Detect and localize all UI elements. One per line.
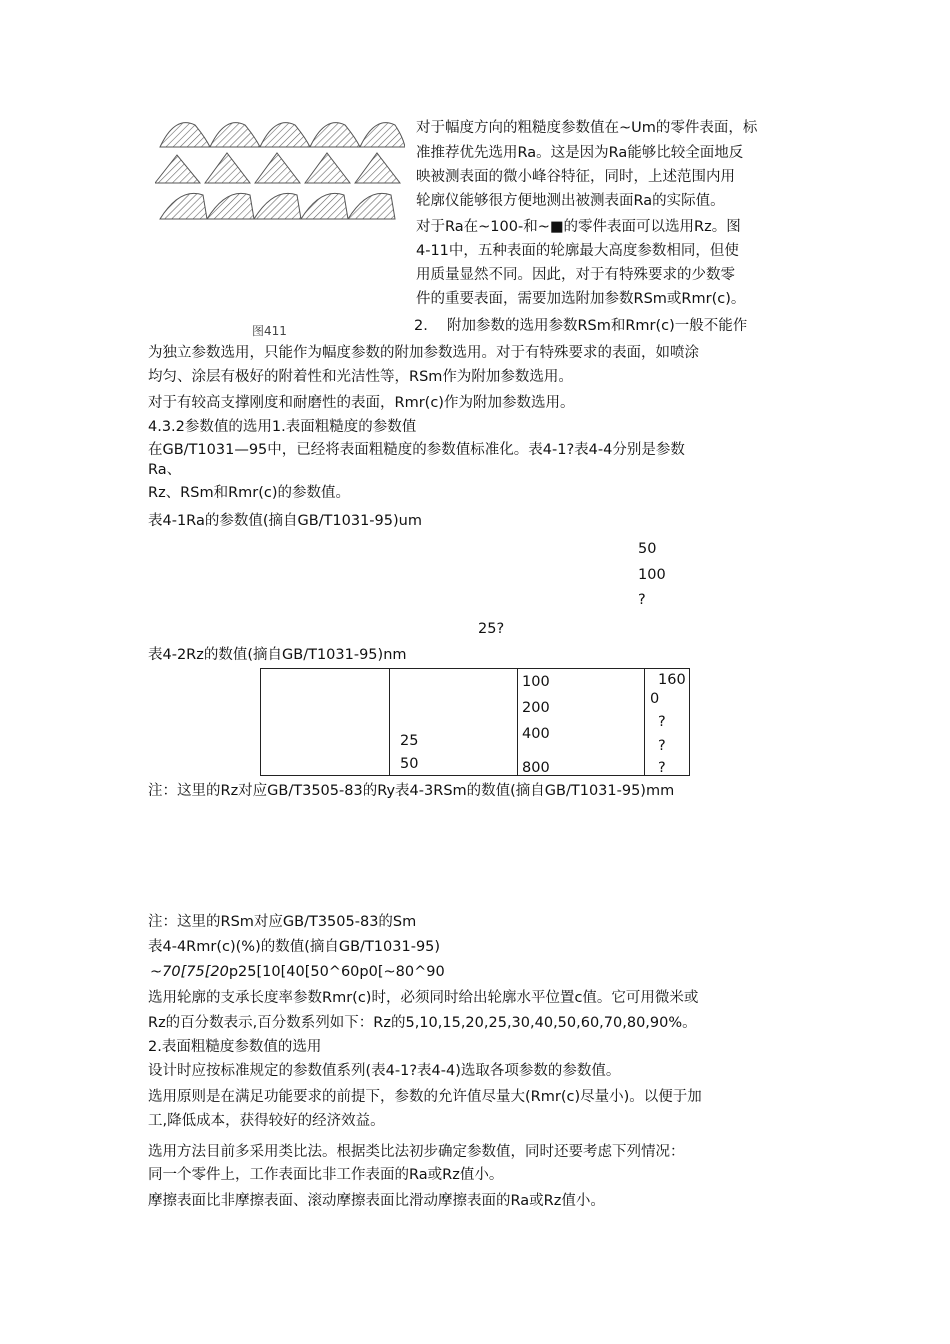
table1-value: 50 <box>638 541 657 557</box>
right-para-2-line-4: 件的重要表面，需要加选附加参数RSm或Rmr(c)。 <box>416 291 746 307</box>
table2-cell: ? <box>658 760 666 776</box>
table2-divider <box>389 669 390 775</box>
body-line: Ra、 <box>148 462 182 478</box>
table4-values-rest: p25[10[40[50^60p0[~80^90 <box>228 964 445 980</box>
body-line: 设计时应按标准规定的参数值系列(表4-1?表4-4)选取各项参数的参数值。 <box>148 1063 621 1079</box>
table1-value: 25? <box>478 621 505 637</box>
figure-caption: 图411 <box>252 324 287 338</box>
table2-divider <box>517 669 518 775</box>
body-line: 同一个零件上，工作表面比非工作表面的Ra或Rz值小。 <box>148 1167 504 1183</box>
table2-divider <box>644 669 645 775</box>
table2-cell: 800 <box>522 760 550 776</box>
body-line: 选用轮廓的支承长度率参数Rmr(c)时，必须同时给出轮廓水平位置c值。它可用微米或 <box>148 990 699 1006</box>
profile-row-sawtooth <box>160 193 395 219</box>
body-line: 均匀、涂层有极好的附着性和光洁性等，RSm作为附加参数选用。 <box>148 369 573 385</box>
section-heading: 2.表面粗糙度参数值的选用 <box>148 1039 322 1055</box>
table2-cell: ? <box>658 714 666 730</box>
table4-values <box>150 963 445 981</box>
body-line: Rz的百分数表示,百分数系列如下：Rz的5,10,15,20,25,30,40,50,60,70,80,90%。 <box>148 1015 697 1031</box>
table4-title: 表4-4Rmr(c)(%)的数值(摘自GB/T1031-95) <box>148 939 441 955</box>
table2-grid <box>260 668 690 776</box>
body-line: 为独立参数选用，只能作为幅度参数的附加参数选用。对于有特殊要求的表面，如喷涂 <box>148 345 699 361</box>
right-para-2-line-3: 用质量显然不同。因此，对于有特殊要求的少数零 <box>416 267 735 283</box>
body-line: 摩擦表面比非摩擦表面、滚动摩擦表面比滑动摩擦表面的Ra或Rz值小。 <box>148 1193 605 1209</box>
body-line: 工,降低成本，获得较好的经济效益。 <box>148 1113 385 1129</box>
note-rsm: 注：这里的RSm对应GB/T3505-83的Sm <box>148 914 417 930</box>
table1-title: 表4-1Ra的参数值(摘自GB/T1031-95)um <box>148 513 422 529</box>
section-heading: 4.3.2参数值的选用1.表面粗糙度的参数值 <box>148 419 417 435</box>
table2-cell: 400 <box>522 726 550 742</box>
body-line: 选用方法目前多采用类比法。根据类比法初步确定参数值，同时还要考虑下列情况： <box>148 1144 685 1160</box>
table2-cell: 25 <box>400 733 419 749</box>
table1-value: 100 <box>638 567 666 583</box>
right-para-2-line-1: 对于Ra在~100-和~■的零件表面可以选用Rz。图 <box>416 219 741 235</box>
table2-cell: 160 <box>658 672 686 688</box>
right-para-1-line-2: 准推荐优先选用Ra。这是因为Ra能够比较全面地反 <box>416 145 744 161</box>
table2-title: 表4-2Rz的数值(摘自GB/T1031-95)nm <box>148 647 407 663</box>
table1-value: ? <box>638 592 646 608</box>
table2-cell: 200 <box>522 700 550 716</box>
body-line: Rz、RSm和Rmr(c)的参数值。 <box>148 485 351 501</box>
table2-cell: 50 <box>400 756 419 772</box>
body-line: 选用原则是在满足功能要求的前提下，参数的允许值尽量大(Rmr(c)尽量小)。以便于加 <box>148 1089 702 1105</box>
surface-profile-figure <box>155 115 405 227</box>
right-para-1-line-4: 轮廓仪能够很方便地测出被测表面Ra的实际值。 <box>416 193 725 209</box>
section2-line-1: 2. 附加参数的选用参数RSm和Rmr(c)一般不能作 <box>414 318 748 334</box>
profile-row-rounded <box>160 123 405 147</box>
table2-cell: 0 <box>650 691 660 707</box>
body-line: 对于有较高支撑刚度和耐磨性的表面，Rmr(c)作为附加参数选用。 <box>148 395 575 411</box>
body-line: 在GB/T1031—95中，已经将表面粗糙度的参数值标准化。表4-1?表4-4分别是参数 <box>148 442 685 458</box>
right-para-1-line-1: 对于幅度方向的粗糙度参数值在~Um的零件表面，标 <box>416 120 758 136</box>
table4-values-italic: ~70[75[20 <box>150 964 229 980</box>
table2-cell: 100 <box>522 674 550 690</box>
right-para-2-line-2: 4-11中，五种表面的轮廓最大高度参数相同，但使 <box>416 243 739 259</box>
profile-row-peaked <box>155 153 400 183</box>
table2-cell: ? <box>658 738 666 754</box>
note-rz: 注：这里的Rz对应GB/T3505-83的Ry表4-3RSm的数值(摘自GB/T1031-95)mm <box>148 783 675 799</box>
right-para-1-line-3: 映被测表面的微小峰谷特征，同时，上述范围内用 <box>416 169 735 185</box>
